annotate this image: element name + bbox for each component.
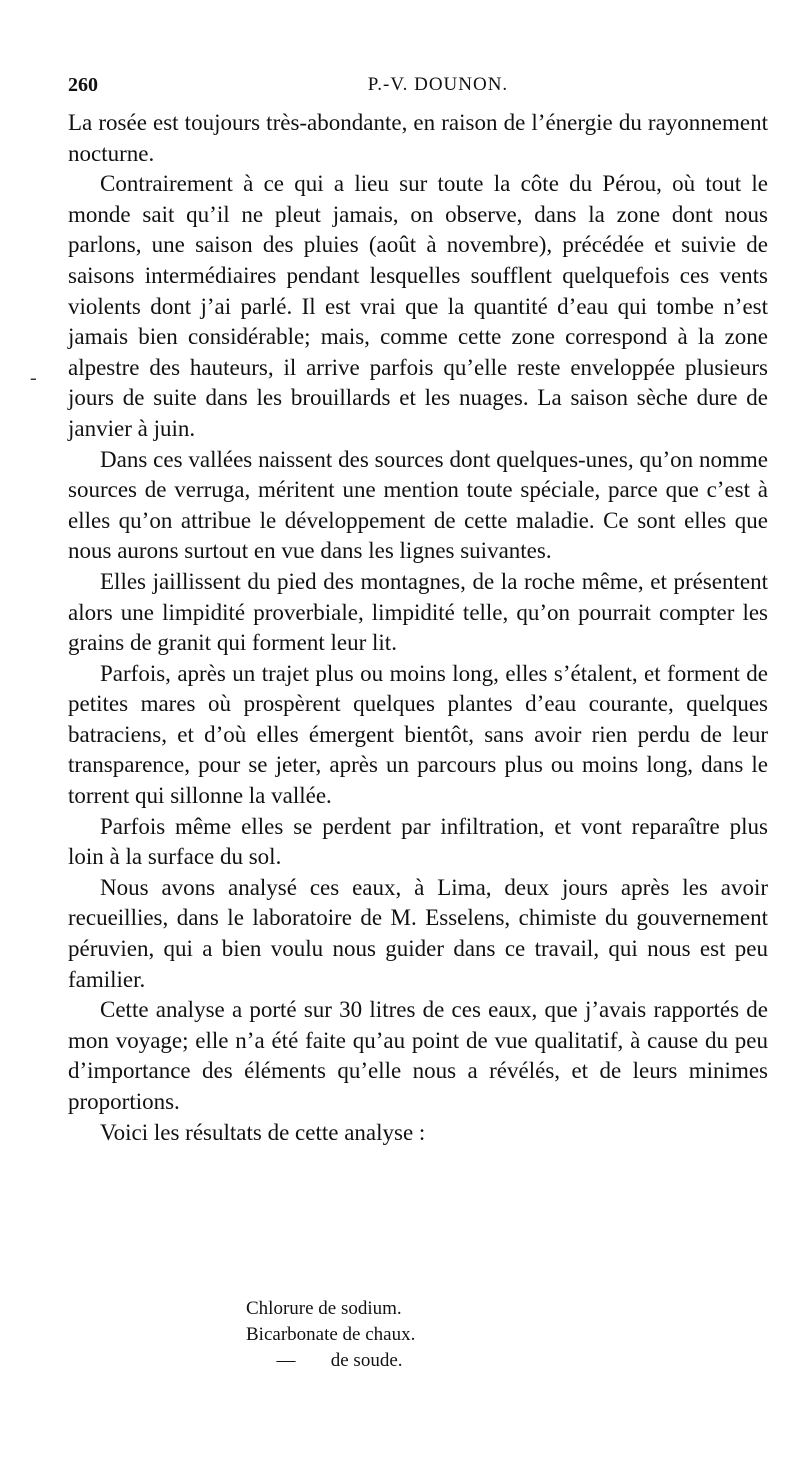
running-head: P.-V. DOUNON. — [367, 74, 509, 95]
result-item — [246, 1296, 415, 1322]
page-number: 260 — [68, 74, 98, 96]
result-item-text: de soude. — [330, 1350, 403, 1371]
analysis-results-list — [246, 1296, 415, 1374]
paragraph: Dans ces vallées naissent des sources dont quelques-unes, qu’on nomme sources de verruga, méritent une mention toute spéciale, parce que c’est à elles qu’on attribue le développement de cette maladie. Ce sont elles que nous aurons surtout en vue dans les lignes suivantes. — [68, 446, 768, 564]
margin-mark: - — [30, 367, 37, 389]
body-text — [68, 108, 768, 1148]
paragraph: Contrairement à ce qui a lieu sur toute la côte du Pérou, où tout le monde sait qu’il ne pleut jamais, on observe, dans la zone dont nous parlons, une saison des pluies (août à novembre), précédée et suivie de saisons intermédiaires pendant lesquelles soufflent quelquefois ces vents violents dont j’ai parlé. Il est vrai que la quantité d’eau qui tombe n’est jamais bien considérable; mais, comme cette zone correspond à la zone alpestre des hauteurs, il arrive parfois qu’elle reste enveloppée plusieurs jours de suite dans les brouillards et les nuages. La saison sèche dure de janvier à juin. — [68, 171, 768, 441]
paragraph: Nous avons analysé ces eaux, à Lima, deux jours après les avoir recueillies, dans le laboratoire de M. Esselens, chimiste du gouvernement péruvien, qui a bien voulu nous guider dans ce travail, qui nous est peu familier. — [68, 874, 768, 992]
paragraph: Cette analyse a porté sur 30 litres de ces eaux, que j’avais rapportés de mon voyage; elle n’a été faite qu’au point de vue qualitatif, à cause du peu d’importance des éléments qu’elle nous a révélés, et de leurs minimes proportions. — [68, 997, 768, 1114]
paragraph: Voici les résultats de cette analyse : — [100, 1119, 426, 1145]
page-header — [68, 74, 768, 100]
paragraph: Parfois même elles se perdent par infiltration, et vont reparaître plus loin à la surface du sol. — [68, 813, 768, 870]
ditto-dash: — — [276, 1350, 296, 1371]
result-item-text: Chlorure de sodium. — [246, 1298, 402, 1319]
paragraph: Parfois, après un trajet plus ou moins long, elles s’étalent, et forment de petites mares où prospèrent quelques plantes d’eau courante, quelques batraciens, et d’où elles émergent bientôt, sans avoir rien perdu de leur transparence, pour se jeter, après un parcours plus ou moins long, dans le torrent qui sillonne la vallée. — [68, 660, 768, 809]
paragraph: La rosée est toujours très-abondante, en raison de l’énergie du rayonnement nocturne. — [68, 110, 768, 166]
result-item-text: Bicarbonate de chaux. — [246, 1324, 416, 1345]
result-item — [246, 1348, 415, 1374]
result-item — [246, 1322, 415, 1348]
paragraph: Elles jaillissent du pied des montagnes, de la roche même, et présentent alors une limpidité proverbiale, limpidité telle, qu’on pourrait compter les grains de granit qui forment leur lit. — [68, 568, 768, 656]
